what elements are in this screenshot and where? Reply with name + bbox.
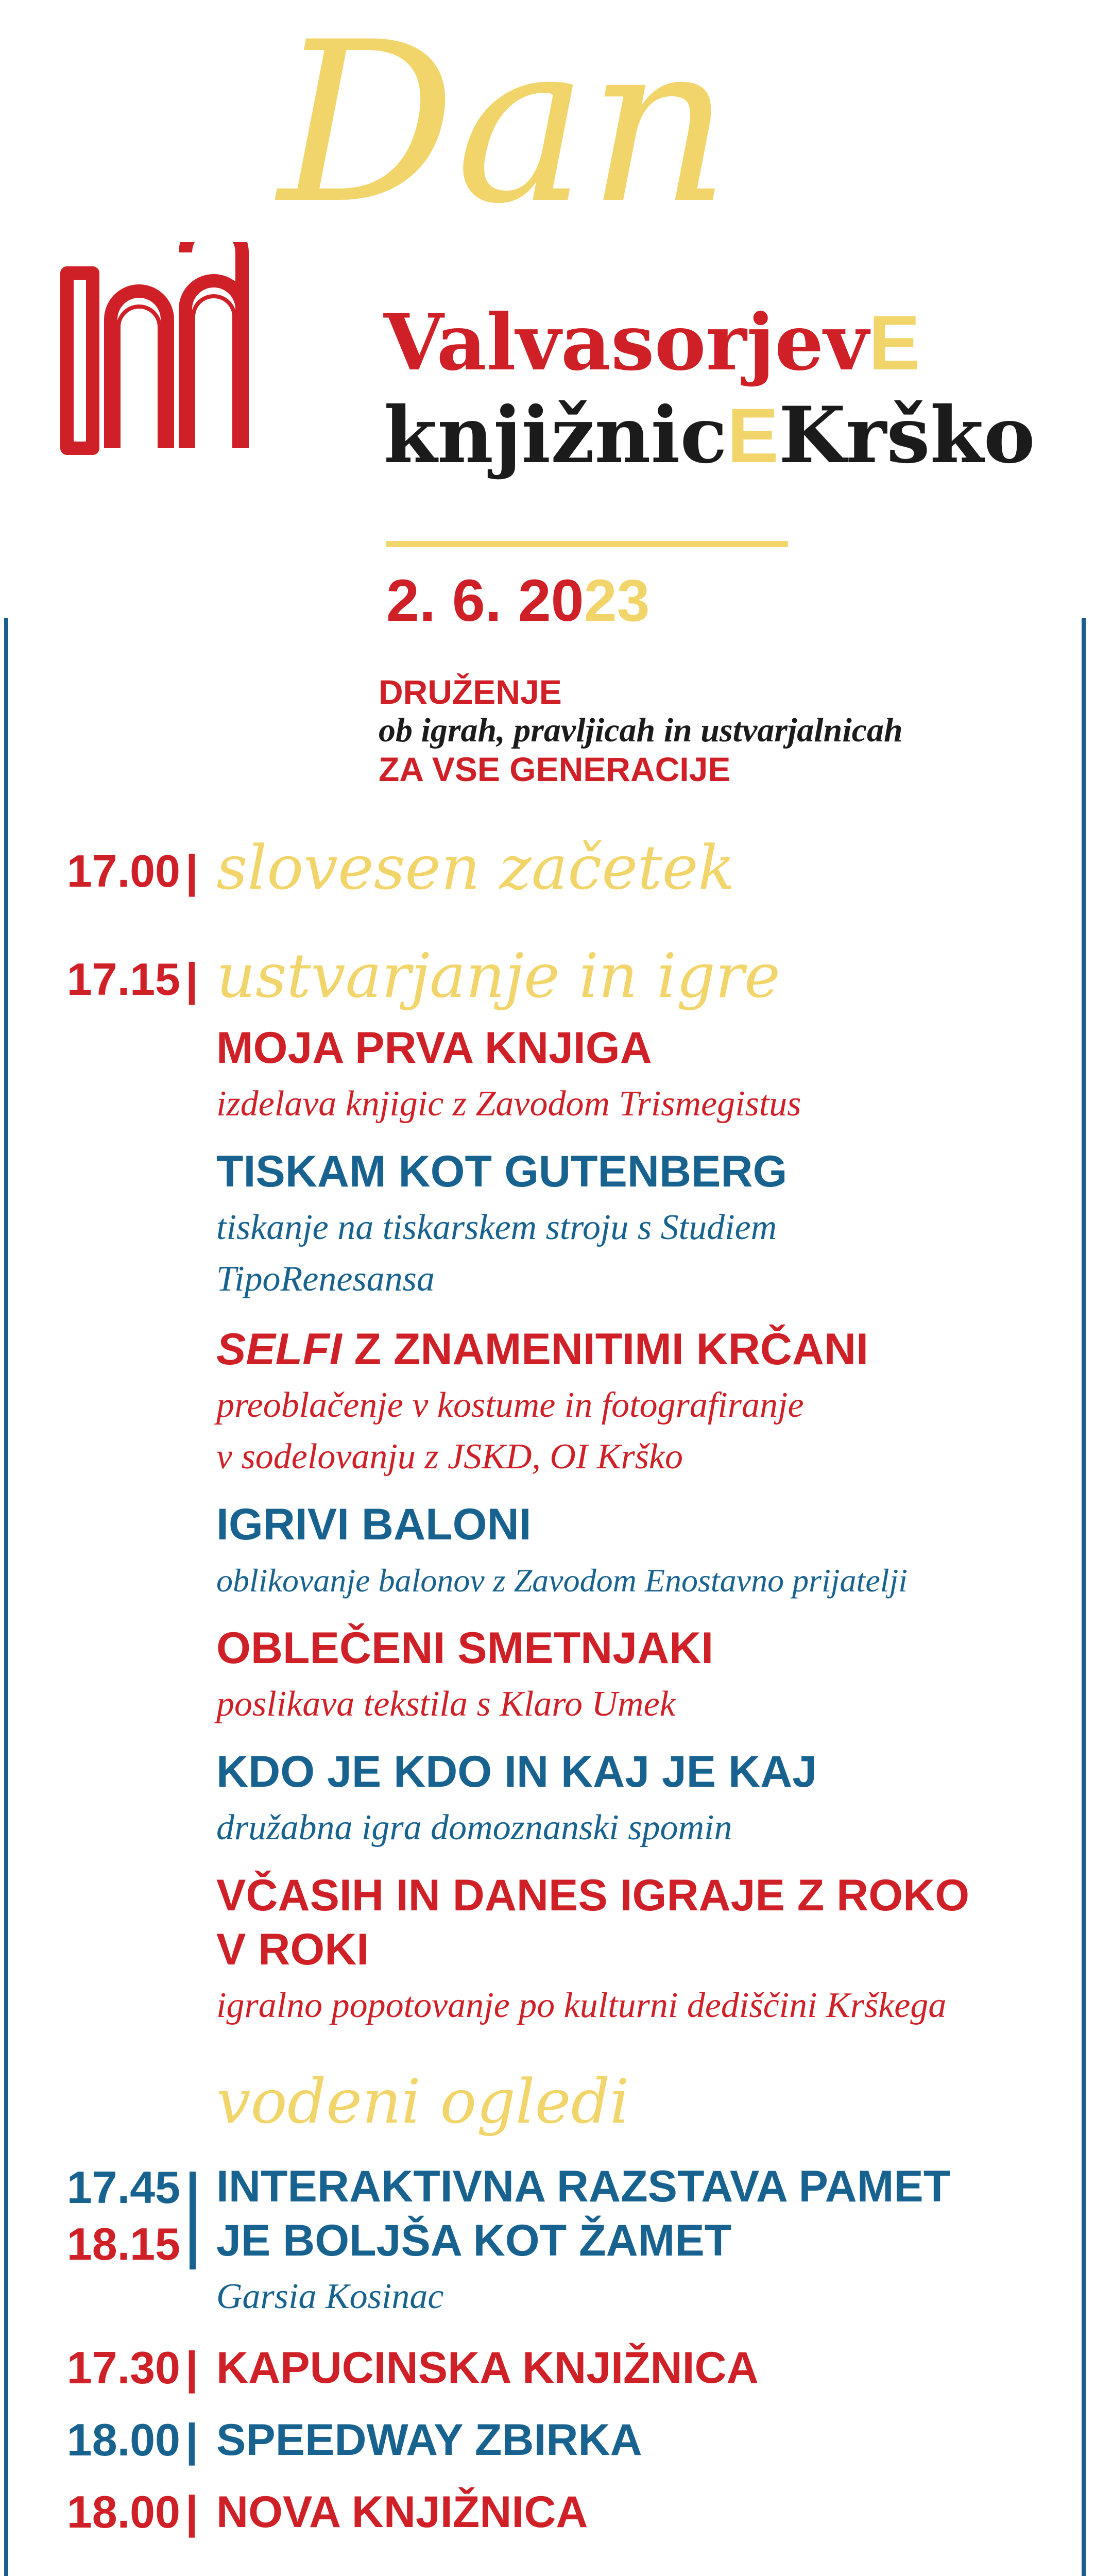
time-1700: 17.00	[66, 845, 180, 896]
book-logo-icon	[57, 242, 268, 464]
header-line2	[384, 392, 1035, 479]
item-speedway-zbirka: SPEEDWAY ZBIRKA	[216, 2415, 642, 2465]
section-vodeni-ogledi: vodeni ogledi	[216, 2066, 629, 2137]
item-tiskam-desc-2: TipoRenesansa	[216, 1259, 435, 1299]
item-igrivi-baloni-desc: oblikovanje balonov z Zavodom Enostavno prijatelji	[216, 1562, 908, 1599]
event-date	[386, 567, 650, 635]
item-interaktivna-razstava-1: INTERAKTIVNA RAZSTAVA PAMET	[216, 2162, 951, 2211]
time-1815: 18.15	[66, 2218, 180, 2269]
time-separator: |	[185, 845, 198, 896]
header-line1-main: Valvasorjev	[384, 297, 869, 388]
intro-line1: DRUŽENJE	[379, 673, 562, 711]
item-selfi-desc-1: preoblačenje v kostume in fotografiranje	[216, 1385, 804, 1425]
header-underline	[386, 541, 788, 547]
item-interaktivna-razstava-2: JE BOLJŠA KOT ŽAMET	[216, 2216, 732, 2265]
time-separator-double	[190, 2172, 196, 2269]
item-selfi-desc-2: v sodelovanju z JSKD, OI Krško	[216, 1437, 683, 1477]
item-obleceni-smetnjaki-desc: poslikava tekstila s Klaro Umek	[216, 1684, 676, 1724]
item-kdo-je-kdo: KDO JE KDO IN KAJ JE KAJ	[216, 1747, 817, 1797]
item-selfi	[216, 1324, 868, 1375]
item-tiskam-desc-1: tiskanje na tiskarskem stroju s Studiem	[216, 1208, 777, 1247]
header-line1-accent: E	[868, 299, 920, 386]
item-vcasih-in-danes-1: VČASIH IN DANES IGRAJE Z ROKO	[216, 1871, 970, 1920]
item-vcasih-desc: igralno popotovanje po kulturni dediščini Krškega	[216, 1986, 947, 2025]
time-1800-a: 18.00	[66, 2414, 180, 2465]
time-separator: |	[185, 954, 198, 1005]
time-separator: |	[185, 2414, 198, 2465]
time-separator: |	[185, 2342, 198, 2393]
item-kdo-je-kdo-desc: družabna igra domoznanski spomin	[216, 1808, 732, 1848]
time-1715: 17.15	[66, 954, 180, 1005]
time-1800-b: 18.00	[66, 2486, 180, 2537]
item-selfi-rest: Z ZNAMENITIMI KRČANI	[341, 1325, 869, 1374]
intro-line2: ob igrah, pravljicah in ustvarjalnicah	[379, 711, 903, 749]
item-interaktivna-desc: Garsia Kosinac	[216, 2277, 444, 2316]
event-date-main: 2. 6. 20	[386, 568, 584, 634]
time-1745: 17.45	[66, 2162, 180, 2213]
item-obleceni-smetnjaki: OBLEČENI SMETNJAKI	[216, 1623, 714, 1673]
item-vcasih-in-danes-2: V ROKI	[216, 1925, 369, 1974]
item-tiskam-kot-gutenberg: TISKAM KOT GUTENBERG	[216, 1147, 788, 1196]
header-line2-tail: Krško	[778, 390, 1035, 481]
intro-line3: ZA VSE GENERACIJE	[379, 750, 731, 788]
item-igrivi-baloni: IGRIVI BALONI	[216, 1500, 532, 1549]
item-selfi-italic: SELFI	[216, 1325, 342, 1374]
section-ustvarjanje: ustvarjanje in igre	[216, 940, 781, 1011]
item-moja-prva-knjiga-desc: izdelava knjigic z Zavodom Trismegistus	[216, 1084, 801, 1124]
item-nova-knjiznica: NOVA KNJIŽNICA	[216, 2487, 588, 2537]
header-line2-main: knjižnic	[384, 390, 727, 481]
header-line2-accent: E	[727, 392, 779, 479]
time-separator: |	[185, 2486, 198, 2537]
header-script-word: Dan	[278, 0, 731, 252]
time-1730: 17.30	[66, 2342, 180, 2393]
section-slovesen: slovesen začetek	[216, 832, 735, 903]
item-moja-prva-knjiga: MOJA PRVA KNJIGA	[216, 1023, 652, 1073]
item-kapucinska-knjiznica: KAPUCINSKA KNJIŽNICA	[216, 2343, 759, 2393]
event-date-accent: 23	[584, 568, 650, 634]
header-line1	[384, 299, 920, 386]
